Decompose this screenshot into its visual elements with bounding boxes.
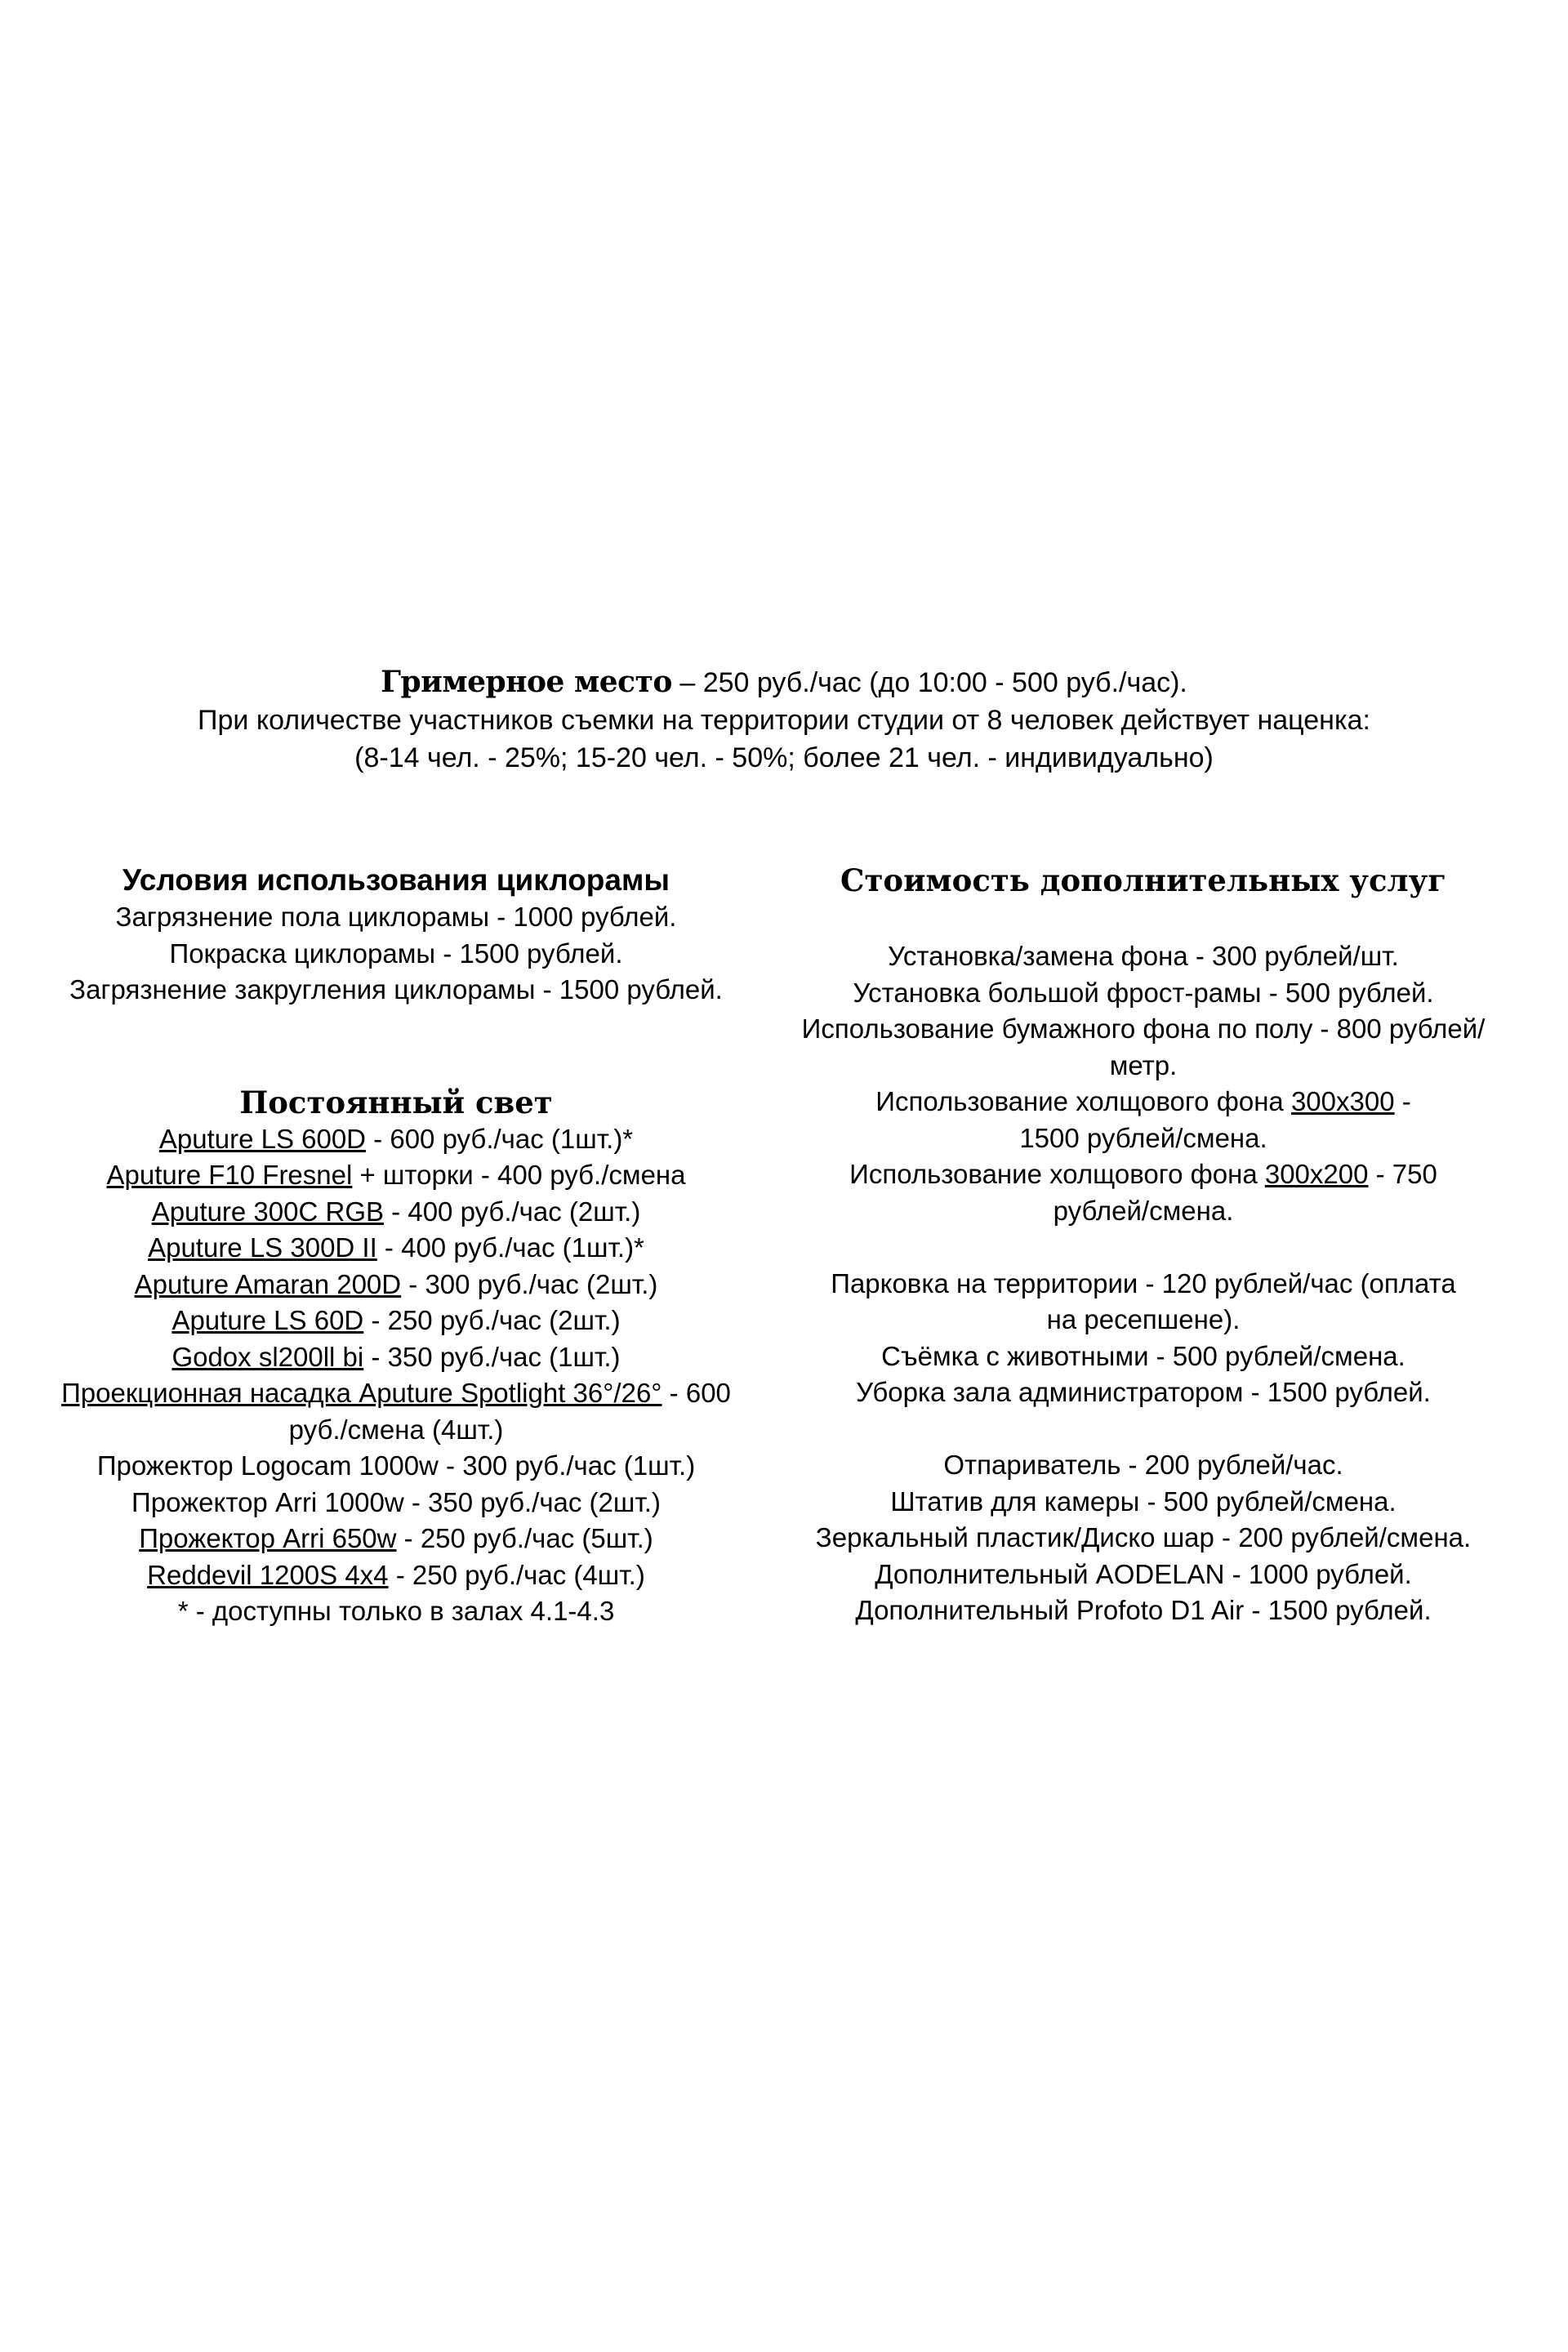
intro-block: [0, 663, 1568, 777]
surcharge-note: При количестве участников съемки на территории студии от 8 человек действует наценка:: [198, 705, 1370, 736]
light-item-link[interactable]: Aputure 300C RGB: [151, 1196, 385, 1227]
service-item: Установка большой фрост-рамы - 500 рублей.: [853, 977, 1434, 1008]
cyclorama-item: Загрязнение пола циклорамы - 1000 рублей.: [115, 902, 677, 932]
light-item: Aputure F10 Fresnel + шторки - 400 руб./смена: [106, 1160, 686, 1190]
light-item: Aputure Amaran 200D - 300 руб./час (2шт.): [134, 1268, 658, 1299]
service-item: Съёмка с животными - 500 рублей/смена.: [881, 1340, 1405, 1371]
light-item: Aputure LS 600D - 600 руб./час (1шт.)*: [158, 1123, 634, 1154]
makeup-price-line: [0, 663, 1568, 702]
service-link[interactable]: 300х300: [1290, 1086, 1395, 1116]
light-footnote: * - доступны только в залах 4.1-4.3: [177, 1596, 615, 1626]
light-item-link[interactable]: Проекционная насадка Aputure Spotlight 36°/26°: [61, 1378, 662, 1408]
light-item-link[interactable]: Aputure F10 Fresnel: [106, 1160, 353, 1190]
light-item: Прожектор Arri 650w - 250 руб./час (5шт.): [139, 1523, 653, 1553]
cyclorama-item: Покраска циклорамы - 1500 рублей.: [169, 938, 623, 969]
light-item: Проекционная насадка Aputure Spotlight 36°/26° - 600 руб./смена (4шт.): [61, 1378, 731, 1445]
light-item-link[interactable]: Прожектор Arri 650w: [139, 1523, 397, 1553]
makeup-price: – 250 руб./час (до 10:00 - 500 руб./час).: [671, 667, 1187, 698]
service-link[interactable]: 300х200: [1264, 1159, 1369, 1189]
makeup-title: Гримерное место: [381, 665, 672, 699]
service-item: Использование холщового фона 300х200 - 750 рублей/смена.: [849, 1159, 1437, 1226]
light-item-link[interactable]: Reddevil 1200S 4x4: [147, 1559, 389, 1590]
light-item: Прожектор Logocam 1000w - 300 руб./час (1шт.): [96, 1450, 696, 1481]
light-item: Aputure LS 300D II - 400 руб./час (1шт.)*: [148, 1232, 644, 1263]
service-item: Отпариватель - 200 рублей/час.: [943, 1450, 1343, 1480]
cyclorama-heading: Условия использования циклорамы: [122, 863, 670, 897]
service-item: Установка/замена фона - 300 рублей/шт.: [888, 941, 1399, 971]
right-column: [764, 862, 1523, 1629]
light-item: Aputure 300C RGB - 400 руб./час (2шт.): [151, 1196, 641, 1227]
light-item: Aputure LS 60D - 250 руб./час (2шт.): [172, 1305, 621, 1335]
service-item: Дополнительный AODELAN - 1000 рублей.: [875, 1558, 1412, 1589]
service-item: Уборка зала администратором - 1500 рублей.: [856, 1377, 1431, 1407]
cyclorama-item: Загрязнение закругления циклорамы - 1500 рублей.: [69, 974, 723, 1004]
light-item-link[interactable]: Godox sl200ll bi: [172, 1341, 364, 1372]
light-item-link[interactable]: Aputure LS 300D II: [148, 1232, 377, 1263]
light-item-link[interactable]: Aputure LS 60D: [172, 1305, 364, 1335]
service-item: Использование холщового фона 300х300 - 1500 рублей/смена.: [875, 1086, 1411, 1153]
light-item-link[interactable]: Aputure Amaran 200D: [134, 1268, 402, 1299]
surcharge-rates: (8-14 чел. - 25%; 15-20 чел. - 50%; более 21 чел. - индивидуально): [354, 742, 1214, 773]
light-item: Прожектор Arri 1000w - 350 руб./час (2шт.): [131, 1486, 661, 1517]
service-item: Штатив для камеры - 500 рублей/смена.: [890, 1486, 1396, 1517]
light-item-link[interactable]: Aputure LS 600D: [158, 1123, 367, 1154]
services-heading: Стоимость дополнительных услуг: [840, 862, 1446, 898]
service-item: Парковка на территории - 120 рублей/час (оплата на ресепшене).: [831, 1267, 1456, 1334]
light-heading: Постоянный свет: [239, 1084, 553, 1120]
service-item: Дополнительный Profoto D1 Air - 1500 рублей.: [855, 1595, 1432, 1625]
light-item: Godox sl200ll bi - 350 руб./час (1шт.): [172, 1341, 621, 1372]
service-item: Использование бумажного фона по полу - 800 рублей/метр.: [801, 1013, 1486, 1080]
service-item: Зеркальный пластик/Диско шар - 200 рублей/смена.: [815, 1522, 1472, 1552]
left-column: [24, 862, 768, 1630]
light-item: Reddevil 1200S 4x4 - 250 руб./час (4шт.): [147, 1559, 645, 1590]
